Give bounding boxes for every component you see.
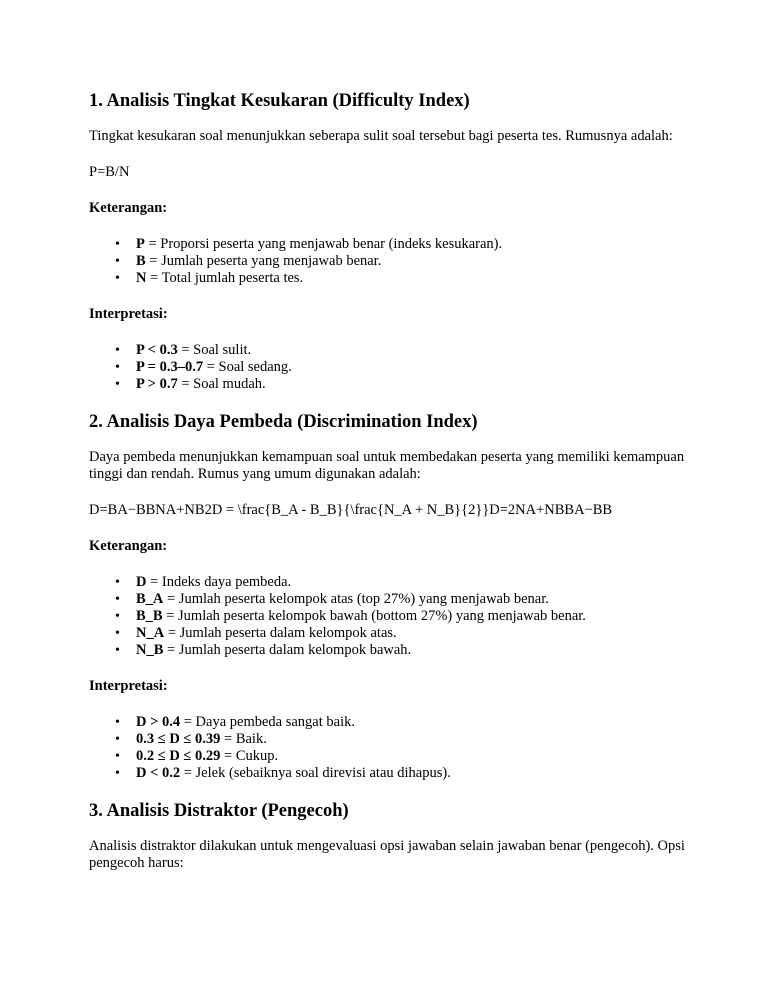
section-1-keterangan-label: Keterangan: xyxy=(89,200,168,216)
bullet-icon: • xyxy=(115,271,120,286)
list-item: • N_A = Jumlah peserta dalam kelompok atas. xyxy=(115,625,397,641)
list-item: • B_B = Jumlah peserta kelompok bawah (bottom 27%) yang menjawab benar. xyxy=(115,608,586,624)
section-1-intro: Tingkat kesukaran soal menunjukkan seberapa sulit soal tersebut bagi peserta tes. Rumusnya adalah: xyxy=(89,128,673,144)
bullet-icon: • xyxy=(115,766,120,781)
section-3-intro: Analisis distraktor dilakukan untuk mengevaluasi opsi jawaban selain jawaban benar (pengecoh). Opsi pengecoh harus: xyxy=(89,838,685,871)
list-item: • D < 0.2 = Jelek (sebaiknya soal direvisi atau dihapus). xyxy=(115,765,451,781)
section-2-interpretasi-list xyxy=(89,714,689,782)
section-2-intro: Daya pembeda menunjukkan kemampuan soal untuk membedakan peserta yang memiliki kemampuan tinggi dan rendah. Rumus yang umum digunakan adalah: xyxy=(89,449,685,482)
section-3-heading: 3. Analisis Distraktor (Pengecoh) xyxy=(89,801,349,821)
list-item: • 0.3 ≤ D ≤ 0.39 = Baik. xyxy=(115,731,267,747)
bullet-icon: • xyxy=(115,343,120,358)
list-item: • N_B = Jumlah peserta dalam kelompok bawah. xyxy=(115,642,412,658)
bullet-icon: • xyxy=(115,254,120,269)
section-2-keterangan-label: Keterangan: xyxy=(89,538,168,554)
section-2-heading: 2. Analisis Daya Pembeda (Discrimination Index) xyxy=(89,412,478,432)
bullet-icon: • xyxy=(115,749,120,764)
bullet-icon: • xyxy=(115,592,120,607)
list-item: • D > 0.4 = Daya pembeda sangat baik. xyxy=(115,714,355,730)
list-item: • P = Proporsi peserta yang menjawab benar (indeks kesukaran). xyxy=(115,236,503,252)
bullet-icon: • xyxy=(115,360,120,375)
list-item: • N = Total jumlah peserta tes. xyxy=(115,270,304,286)
section-1-keterangan-list xyxy=(89,236,689,287)
list-item: • B_A = Jumlah peserta kelompok atas (top 27%) yang menjawab benar. xyxy=(115,591,549,607)
list-item: • P > 0.7 = Soal mudah. xyxy=(115,376,266,392)
section-2-keterangan-list xyxy=(89,574,689,659)
bullet-icon: • xyxy=(115,715,120,730)
section-1-formula: P=B/N xyxy=(89,164,130,180)
section-1-interpretasi-label: Interpretasi: xyxy=(89,306,168,322)
bullet-icon: • xyxy=(115,237,120,252)
bullet-icon: • xyxy=(115,732,120,747)
bullet-icon: • xyxy=(115,626,120,641)
list-item: • 0.2 ≤ D ≤ 0.29 = Cukup. xyxy=(115,748,279,764)
list-item: • B = Jumlah peserta yang menjawab benar. xyxy=(115,253,382,269)
bullet-icon: • xyxy=(115,575,120,590)
bullet-icon: • xyxy=(115,377,120,392)
section-1-heading: 1. Analisis Tingkat Kesukaran (Difficulty Index) xyxy=(89,91,470,111)
section-1-interpretasi-list xyxy=(89,342,689,393)
section-2-interpretasi-label: Interpretasi: xyxy=(89,678,168,694)
bullet-icon: • xyxy=(115,609,120,624)
list-item: • P < 0.3 = Soal sulit. xyxy=(115,342,252,358)
bullet-icon: • xyxy=(115,643,120,658)
section-2-formula: D=BA−BBNA+NB2D = \frac{B_A - B_B}{\frac{N_A + N_B}{2}}D=2NA​+NB​​BA​−BB​​ xyxy=(89,502,613,518)
document-page xyxy=(89,88,689,872)
list-item: • D = Indeks daya pembeda. xyxy=(115,574,292,590)
list-item: • P = 0.3–0.7 = Soal sedang. xyxy=(115,359,292,375)
